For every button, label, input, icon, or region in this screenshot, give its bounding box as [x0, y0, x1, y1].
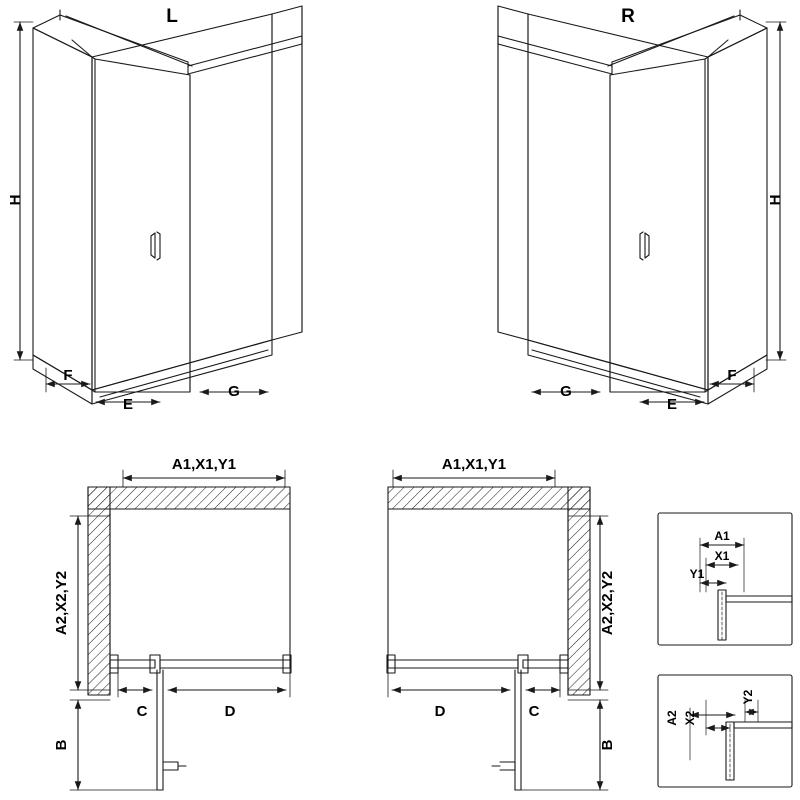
dim-height-right: H — [767, 194, 784, 206]
dim-plan-right-swing: B — [599, 739, 616, 751]
dim-front-left: F — [63, 367, 73, 384]
detail-view-bottom — [658, 675, 792, 787]
dim-mid-right: E — [666, 396, 678, 413]
detail-bottom-dim-2: X2 — [683, 710, 697, 726]
label-view-right: R — [621, 6, 635, 27]
dim-plan-left-seg-right: D — [224, 703, 236, 720]
dim-side-right: G — [560, 383, 572, 400]
dim-plan-left-seg-left: C — [136, 703, 148, 720]
dim-plan-left-top: A1,X1,Y1 — [171, 456, 237, 473]
dim-front-right: F — [727, 367, 737, 384]
plan-view-right — [387, 470, 608, 790]
detail-top-dim-3: Y1 — [689, 567, 705, 581]
detail-bottom-dim-1: A2 — [665, 710, 679, 726]
detail-top-dim-2: X1 — [714, 549, 730, 563]
dim-mid-left: E — [122, 396, 134, 413]
detail-bottom-dim-3: Y2 — [741, 689, 755, 705]
detail-top-dim-1: A1 — [714, 529, 730, 543]
dim-plan-right-top: A1,X1,Y1 — [441, 456, 507, 473]
dim-plan-left-swing: B — [53, 739, 70, 751]
dim-side-left: G — [228, 383, 240, 400]
dim-plan-left-side: A2,X2,Y2 — [53, 570, 70, 636]
dim-height-left: H — [7, 194, 24, 206]
dim-plan-right-side: A2,X2,Y2 — [599, 570, 616, 636]
isometric-view-right — [498, 6, 786, 404]
isometric-view-left — [14, 6, 302, 404]
plan-view-left — [70, 470, 291, 790]
dim-plan-right-seg-left: D — [434, 703, 446, 720]
dim-plan-right-seg-right: C — [528, 703, 540, 720]
label-view-left: L — [166, 6, 178, 27]
